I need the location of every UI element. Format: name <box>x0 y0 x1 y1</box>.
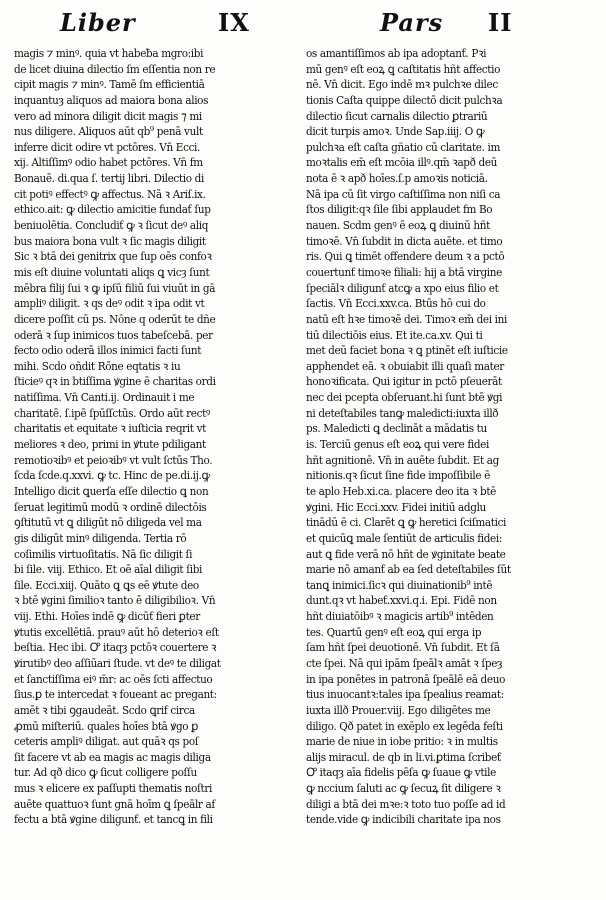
text-line: natiſſima. Vn̄ Canti.ij. Ordinauit i me <box>14 390 195 405</box>
left-text-column <box>14 46 298 896</box>
text-line: ꝓmū miſteriū. quales hoīes btā ꝟgo ꝑ <box>14 718 199 733</box>
text-line: meliores ꝛ deo, primi in ꝟtute pdiligant <box>14 437 206 452</box>
text-line: tende.vide ꝙ indicibili charitate ipa nos <box>306 812 501 827</box>
text-line: Nā ipa cū ſit virgo caſtiſſima non niſi ca <box>306 186 501 201</box>
text-line: oderā ꝛ ſup inimicos tuos tabeſcebā. per <box>14 327 213 342</box>
text-line: beſtia. Hec ibi. Ꝍ itaqȝ pctōꝛ couertere ꝛ <box>14 640 217 655</box>
text-line: charitatis et equitate ꝛ iuſticia reqrit vt <box>14 421 206 436</box>
text-line: mū genꝰ eſt eoꝝ ꝗ caſtitatis hñt affectio <box>306 61 501 76</box>
text-line: et quicūꝗ male ſentiūt de articulis fidei: <box>306 530 503 545</box>
text-line: te aplo Heb.xi.ca. placere deo ita ꝛ btē <box>306 483 496 498</box>
text-line: mihi. Scdo oñdit Rōne eqtatis ꝛ iu <box>14 358 181 373</box>
text-line: xij. Altiſſimꝰ odio habet pctōres. Vn̄ fm <box>14 155 203 170</box>
text-line: hñt agnitionē. Vn̄ in auēte ſubdit. Et ag <box>306 452 499 467</box>
text-line: nē. Vn̄ dicit. Ego indē mꝛ pulchꝛe dilec <box>306 77 498 92</box>
text-line: mis eſt diuine voluntati aliqs ꝗ vicȝ ſunt <box>14 264 210 279</box>
right-text-column <box>306 46 598 896</box>
text-line: couertunƭ timoꝛe filiali: hij a btā virgine <box>306 264 502 279</box>
text-line: Ꝍ itaqȝ aīa fidelis pēſa ꝙ ſuaue ꝙ vtile <box>306 765 496 780</box>
text-line: ethico.ait: ꝙ dilectio amicitie fundaƭ ſup <box>14 202 211 217</box>
text-line: inferre dicit odire vt pctōres. Vn̄ Ecci. <box>14 139 201 154</box>
text-line: et ſanctiſſima eiꝰ m̄r: ac oēs ſcti affectuo <box>14 671 213 686</box>
text-line: cte ſpei. Nā qui ipām ſpeālꝛ amāt ꝛ ſpeȝ <box>306 655 503 670</box>
text-line: inquantuȝ aliquos ad maiora bona alios <box>14 92 209 107</box>
text-line: ps. Maledicti ꝗ declināt a mādatis tu <box>306 421 487 436</box>
text-line: nota ē ꝛ apð hoīes.ſ.p amoꝛis noticiā. <box>306 171 488 186</box>
text-line: apphendet eā. ꝛ obuiabit illi quaſi mater <box>306 358 504 373</box>
running-head <box>0 4 606 42</box>
text-line: ſticieꝰ qꝛ in btiſſima ꝟgine ē charitas ordi <box>14 374 216 389</box>
text-line: dunt.qꝛ vt habeƭ.xxvi.q.i. Epi. Fidē non <box>306 593 497 608</box>
text-line: charitatē. ſ.ipē ſpūſſctūs. Ordo aūt rectꝰ <box>14 405 211 420</box>
text-line: marie nō amanƭ ab ea ſed deteſtabiles ſūt <box>306 562 511 577</box>
text-line: ſius.ꝑ te intercedat ꝛ foueant ac pregant: <box>14 687 217 702</box>
text-line: nec dei pcepta obſeruant.hi ſunt btē ꝟgi <box>306 390 503 405</box>
text-line: natū eſt hꝛe timoꝛē dei. Timoꝛ em̄ dei ini <box>306 311 508 326</box>
text-line: fecto odio oderā illos inimici facti ſunt <box>14 343 202 358</box>
text-line: auēte quattuoꝛ ſunt gnā hoīm ꝗ ſpeālr af <box>14 796 215 811</box>
text-line: bi ſile. viij. Ethico. Et oē aīal diligit ſibi <box>14 562 203 577</box>
text-line: ſam hñt ſpei deuotionē. Vn̄ ſubdit. Et ſā <box>306 640 500 655</box>
text-line: tius inuocantꝛ:tales ipa ſpealius reamat: <box>306 687 504 702</box>
text-line: alijs miracul. de qb in li.vi.ꝑtima ſcribeƭ <box>306 749 501 764</box>
text-line: moꝛtalis em̄ eſt mcōia illꝰ.qm̄ ꝛapð deū <box>306 155 498 170</box>
text-line: mus ꝛ elicere ex paſſupti thematis noſtri <box>14 781 212 796</box>
text-line: ſile. Ecci.xiij. Quāto ꝗ ꝗs eē ꝟtute deo <box>14 577 199 592</box>
text-line: magis ⁊ minꝰ. quia vt habeƀa mgro:ibi <box>14 46 204 60</box>
text-line: ampliꝰ diligit. ꝛ qs deꝰ odit ꝛ ipa odit vt <box>14 296 205 311</box>
text-line: ſtos diligit:qꝛ ſile ſibi applaudet fm Bo <box>306 202 493 217</box>
text-line: dicit turpis amoꝛ. Unde Sap.iiij. O ꝙ <box>306 124 485 139</box>
text-line: marie de niue in iobe pritio: ꝛ in multis <box>306 734 498 749</box>
text-line: beniuolētia. Concludiƭ ꝙ ꝛ ſicut deꝰ aliq <box>14 218 209 233</box>
text-line: met deū faciet bona ꝛ ꝗ ptinēt eſt iuſticie <box>306 343 508 358</box>
text-line: gis diligūt minꝰ diligenda. Tertia rō <box>14 530 187 545</box>
text-line: Sic ꝛ btā dei genitrix que ſup oēs confoꝛ <box>14 249 212 264</box>
text-line: ꝛ btē ꝟgini ſimilioꝛ tanto ē diligibilioꝛ. Vn̄ <box>14 593 216 608</box>
text-line: nitionis.qꝛ ſicut ſine fide impoſſibile ē <box>306 468 490 483</box>
text-line: de licet diuina dilectio ſm eſſentia non re <box>14 61 216 76</box>
text-line: ſpeciālꝛ diligunƭ atcꝙ a xpo eius filio et <box>306 280 499 295</box>
text-line: mēbra filij ſui ꝛ ꝙ ipſū filiū ſui viuūt in gā <box>14 280 216 295</box>
text-line: ceteris ampliꝰ diligat. aut quāꝛ qs poſ <box>14 734 199 749</box>
text-line: iuxta illð Prouer.viij. Ego diligētes me <box>306 702 491 717</box>
text-line: vero ad minora diligit dicit magis ⁊ mi <box>14 108 202 123</box>
running-head-part-number: II <box>488 8 513 37</box>
text-line: timoꝛē. Vn̄ ſubdit in dicta auēte. et timo <box>306 233 503 248</box>
text-line: tionis Caſta quippe dilectō dicit pulchꝛa <box>306 92 503 107</box>
running-head-book-number: IX <box>218 8 250 37</box>
text-line: ꝟirutibꝰ deo aſſiūari ſtude. vt deꝰ te diligat <box>14 655 221 670</box>
text-line: in ipa ponētes in patronā ſpeālē eā deuo <box>306 671 506 686</box>
text-line: ꝙ nccium ſaluti ac ꝙ ſecuꝝ ſit diligere ꝛ <box>306 781 501 796</box>
text-line: tinādū ē ci. Clarēt ꝗ ꝙ heretici ſciſmatici <box>306 515 507 530</box>
text-line: Intelligo dicit ꝗuerſa eſſe dilectio ꝗ non <box>14 483 209 498</box>
text-line: os amantiſſimos ab ipa adoptanƭ. Pꝛi <box>306 46 487 60</box>
text-line: ꝟtutis excellētiā. prauꝰ aūt hō deterioꝛ eſt <box>14 624 219 639</box>
text-line: pulchꝛa eſt caſta gñatio cū claritate. im <box>306 139 501 154</box>
text-line: ris. Qui ꝗ timēt offendere deum ꝛ a pctō <box>306 249 505 264</box>
text-line: ꝟgini. Hic Ecci.xxv. Fidei initiū adglu <box>306 499 486 514</box>
text-line: remotioꝛibꝰ et peioꝛibꝰ vt vult ſctūs Tho. <box>14 452 213 467</box>
text-line: ſeruat legitimū modū ꝛ ordinē dilectōis <box>14 499 207 514</box>
text-line: Bonauē. di.qua ſ. tertij libri. Dilectio di <box>14 171 204 186</box>
text-line: coſimilis virtuoſitatis. Nā ſic diligit ſi <box>14 546 193 561</box>
text-line: ſcda ſcde.q.xxvi. ꝙ tc. Hinc de pe.di.ij.ꝙ <box>14 468 210 483</box>
text-line: nauen. Scdm genꝰ ē eoꝝ ꝗ diuinū hñt <box>306 218 490 233</box>
text-line: diligi a btā dei mꝛe:ꝛ toto tuo poſſe ad id <box>306 796 506 811</box>
running-head-liber: Liber <box>60 8 136 37</box>
running-head-pars: Pars <box>380 8 444 37</box>
text-line: tur. Ad qð dico ꝙ ſicut colligere poſſu <box>14 765 197 780</box>
text-line: honoꝛificata. Qui igitur in pctō pſeuerāt <box>306 374 502 389</box>
text-line: dicere poſſit cū ps. Nōne q oderūt te dñe <box>14 311 216 326</box>
text-line: nus diligere. Aliquos aūt qb⁹ penā vult <box>14 124 203 139</box>
text-line: tiū dilectiōis eius. Et ite.ca.xv. Qui ti <box>306 327 483 342</box>
text-line: amēt ꝛ tibi ꝯgaudeāt. Scdo ꝗrif circa <box>14 702 195 717</box>
text-line: fectu a btā ꝟgine diligunƭ. et tancꝗ in fili <box>14 812 213 827</box>
text-line: is. Terciū genus eſt eoꝝ qui vere fidei <box>306 437 489 452</box>
text-line: cipit magis ⁊ minꝰ. Tamē ſm efficientiā <box>14 77 205 92</box>
text-line: hñt diuiatōibꝰ ꝛ magicis artib⁹ intēden <box>306 609 494 624</box>
text-line: ni deteſtabiles tanꝙ maledicti:iuxta illð <box>306 405 499 420</box>
text-line: dilectio ſicut carnalis dilectio ꝑtrariū <box>306 108 488 123</box>
text-line: ꝯſtitutū vt ꝗ diligūt nō diligeda vel ma <box>14 515 202 530</box>
text-line: viij. Ethi. Hoīes indē ꝙ dicūƭ fieri ꝑter <box>14 609 200 624</box>
text-line: cit potiꝰ effectꝰ ꝙ affectus. Nā ꝛ Ariſ.ix. <box>14 186 206 201</box>
text-line: ſit facere vt ab ea magis ac magis diliga <box>14 749 211 764</box>
text-line: ſactis. Vn̄ Ecci.xxv.ca. Btūs hō cui do <box>306 296 486 311</box>
text-line: tanꝗ inimici.ſicꝛ qui diuinationib⁹ intē <box>306 577 493 592</box>
text-line: tes. Quartū genꝰ eſt eoꝝ qui erga ip <box>306 624 482 639</box>
text-line: diligo. Qð patet in exēplo ex legēda feſti <box>306 718 503 733</box>
text-line: aut ꝗ fide verā nō hñt de ꝟginitate beate <box>306 546 506 561</box>
text-line: bus maiora bona vult ꝛ ſic magis diligit <box>14 233 206 248</box>
